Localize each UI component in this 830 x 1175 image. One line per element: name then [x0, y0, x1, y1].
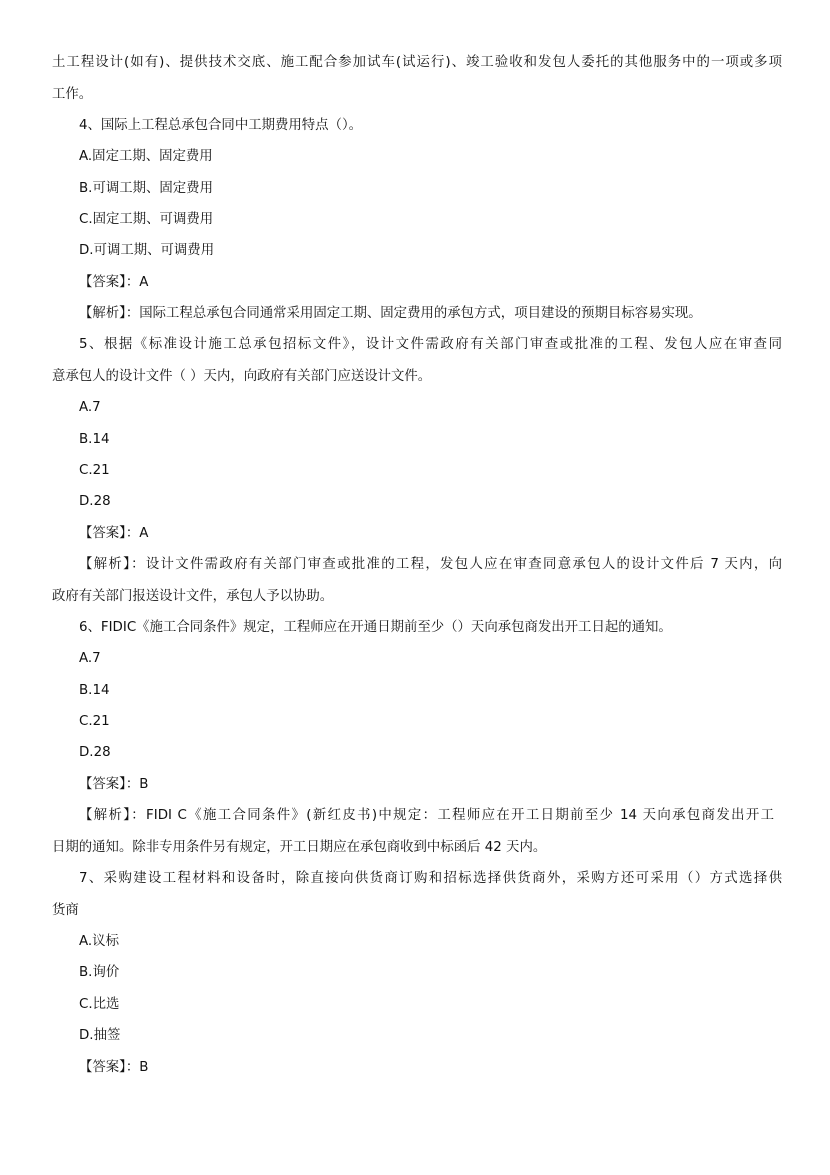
- q5-analysis-line-2: 政府有关部门报送设计文件，承包人予以协助。: [52, 589, 334, 604]
- q7-option-d: D.抽签: [79, 1028, 121, 1043]
- q5-question-line-1: 5、根据《标准设计施工总承包招标文件》，设计文件需政府有关部门审查或批准的工程、发包人应在审查同: [79, 337, 782, 352]
- q5-analysis-line-1: 【解析】：设计文件需政府有关部门审查或批准的工程，发包人应在审查同意承包人的设计文件后 7 天内，向: [79, 557, 782, 572]
- q5-option-d: D.28: [79, 494, 111, 509]
- q6-option-c: C.21: [79, 714, 110, 729]
- q6-analysis-line-2: 日期的通知。除非专用条件另有规定，开工日期应在承包商收到中标函后 42 天内。: [52, 840, 547, 855]
- q4-analysis: 【解析】：国际工程总承包合同通常采用固定工期、固定费用的承包方式，项目建设的预期目标容易实现。: [79, 306, 702, 321]
- q6-analysis-line-1: 【解析】：FIDI C《施工合同条件》(新红皮书)中规定：工程师应在开工日期前至少 14 天向承包商发出开工: [79, 808, 774, 823]
- q6-option-a: A.7: [79, 651, 101, 666]
- q7-question-line-2: 货商: [52, 903, 79, 918]
- q7-option-b: B.询价: [79, 965, 120, 980]
- q4-question: 4、国际上工程总承包合同中工期费用特点（）。: [79, 118, 363, 133]
- q6-answer: 【答案】：B: [79, 777, 149, 792]
- q7-option-c: C.比选: [79, 997, 120, 1012]
- q4-option-c: C.固定工期、可调费用: [79, 212, 214, 227]
- q4-option-d: D.可调工期、可调费用: [79, 243, 215, 258]
- q7-answer: 【答案】：B: [79, 1060, 149, 1075]
- q5-answer: 【答案】：A: [79, 526, 149, 541]
- intro-line-1: 土工程设计(如有)、提供技术交底、施工配合参加试车(试运行)、竣工验收和发包人委托的其他服务中的一项或多项: [52, 55, 782, 70]
- q6-question: 6、FIDIC《施工合同条件》规定，工程师应在开通日期前至少（）天向承包商发出开工日起的通知。: [79, 620, 672, 635]
- q5-option-b: B.14: [79, 432, 110, 447]
- intro-line-2: 工作。: [52, 87, 93, 102]
- q5-question-line-2: 意承包人的设计文件（ ）天内，向政府有关部门应送设计文件。: [52, 369, 432, 384]
- q5-option-c: C.21: [79, 463, 110, 478]
- q4-option-a: A.固定工期、固定费用: [79, 149, 213, 164]
- q6-option-b: B.14: [79, 683, 110, 698]
- q7-question-line-1: 7、采购建设工程材料和设备时，除直接向供货商订购和招标选择供货商外，采购方还可采用（）方式选择供: [79, 871, 782, 886]
- q7-option-a: A.议标: [79, 934, 119, 949]
- q6-option-d: D.28: [79, 745, 111, 760]
- q4-answer: 【答案】：A: [79, 275, 149, 290]
- q5-option-a: A.7: [79, 400, 101, 415]
- q4-option-b: B.可调工期、固定费用: [79, 181, 213, 196]
